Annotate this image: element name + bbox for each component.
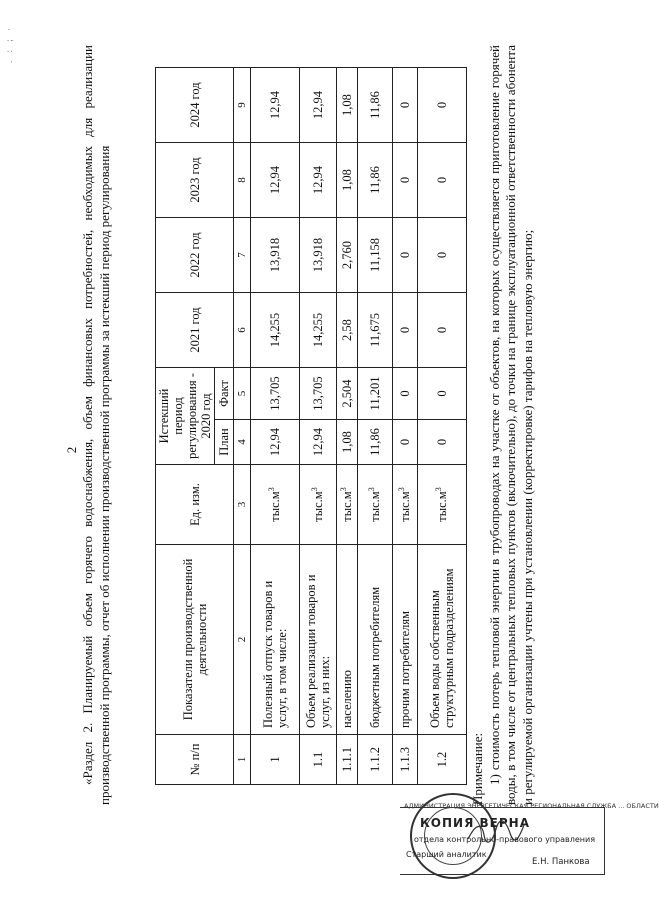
unit-power: 3 <box>309 487 319 492</box>
row-2022: 2,760 <box>337 218 358 293</box>
row-2024: 1,08 <box>337 68 358 143</box>
row-fact: 2,504 <box>337 368 358 420</box>
row-num: 1.1.3 <box>393 735 418 785</box>
column-number: 1 <box>234 735 251 785</box>
header-num: № п/п <box>156 735 234 785</box>
row-num: 1.1 <box>300 735 337 785</box>
row-2024: 11,86 <box>358 68 393 143</box>
stamp-department: отдела контрольно-правового управления <box>414 835 596 844</box>
row-indicator: прочим потребителям <box>393 545 418 735</box>
unit-power: 3 <box>433 487 443 492</box>
row-2022: 13,918 <box>251 218 300 293</box>
note-section <box>470 45 536 805</box>
header-fact: Факт <box>215 368 234 420</box>
row-2021: 14,255 <box>300 293 337 368</box>
row-indicator: Объем воды собственным структурным подразделениям <box>418 545 467 735</box>
row-2024: 0 <box>418 68 467 143</box>
header-unit: Ед. изм. <box>156 465 234 545</box>
stamp-person: Е.Н. Панкова <box>532 857 590 867</box>
row-num: 1.1.2 <box>358 735 393 785</box>
column-number: 8 <box>234 143 251 218</box>
page-number: 2 <box>64 446 79 454</box>
table-header-row <box>156 68 215 785</box>
header-2023: 2023 год <box>156 143 234 218</box>
row-2021: 0 <box>393 293 418 368</box>
table-row <box>358 68 393 785</box>
indicators-table <box>155 67 467 785</box>
row-num: 1.1.1 <box>337 735 358 785</box>
row-fact: 0 <box>393 368 418 420</box>
row-unit <box>393 465 418 545</box>
column-number: 4 <box>234 420 251 465</box>
table-row <box>393 68 418 785</box>
table-row <box>337 68 358 785</box>
header-plan: План <box>215 420 234 465</box>
stamp-organization: АДМИНИСТРАЦИЯ ЭНЕРГЕТИЧЕСКАЯ РЕГИОНАЛЬНАЯ СЛУЖБА ... ОБЛАСТИ <box>404 802 659 810</box>
table-row <box>418 68 467 785</box>
unit-text: тыс.м <box>268 491 282 522</box>
header-2022: 2022 год <box>156 218 234 293</box>
row-plan: 12,94 <box>300 420 337 465</box>
row-num: 1 <box>251 735 300 785</box>
row-2024: 0 <box>393 68 418 143</box>
row-plan: 0 <box>393 420 418 465</box>
unit-power: 3 <box>338 487 348 492</box>
row-plan: 1,08 <box>337 420 358 465</box>
column-number: 2 <box>234 545 251 735</box>
row-unit <box>418 465 467 545</box>
row-2022: 0 <box>418 218 467 293</box>
header-indicator: Показатели производственной деятельности <box>156 545 234 735</box>
unit-power: 3 <box>366 487 376 492</box>
column-number: 5 <box>234 368 251 420</box>
row-fact: 0 <box>418 368 467 420</box>
stamp-position: Старший аналитик <box>406 850 487 859</box>
row-indicator: бюджетным потребителям <box>358 545 393 735</box>
unit-text: тыс.м <box>435 491 449 522</box>
stamp-copy-label: КОПИЯ ВЕРНА <box>420 816 530 830</box>
table-row <box>251 68 300 785</box>
row-2022: 11,158 <box>358 218 393 293</box>
row-unit <box>358 465 393 545</box>
row-2023: 0 <box>418 143 467 218</box>
column-number: 9 <box>234 68 251 143</box>
row-indicator: Объем реализации товаров и услуг, из них: <box>300 545 337 735</box>
row-2023: 1,08 <box>337 143 358 218</box>
row-2021: 11,675 <box>358 293 393 368</box>
row-fact: 13,705 <box>251 368 300 420</box>
row-num: 1.2 <box>418 735 467 785</box>
note-item: 1) стоимость потерь тепловой энергии в трубопроводах на участке от объектов, на которых осуществляется приготовление горячей воды, в том числе от центральных тепловых пунктов (включительно), до точки на границе эксплуатационной ответственности абонента и регулируемой организации учтены при установлении (корректировке) тарифов на тепловую энергию; <box>486 45 535 805</box>
row-fact: 11,201 <box>358 368 393 420</box>
header-2021: 2021 год <box>156 293 234 368</box>
row-indicator: Полезный отпуск товаров и услуг, в том числе: <box>251 545 300 735</box>
unit-text: тыс.м <box>368 491 382 522</box>
column-number-row <box>234 68 251 785</box>
unit-text: тыс.м <box>340 491 354 522</box>
row-2022: 0 <box>393 218 418 293</box>
row-unit <box>300 465 337 545</box>
row-2024: 12,94 <box>300 68 337 143</box>
unit-power: 3 <box>266 487 276 492</box>
row-2022: 13,918 <box>300 218 337 293</box>
unit-power: 3 <box>396 487 406 492</box>
column-number: 6 <box>234 293 251 368</box>
row-fact: 13,705 <box>300 368 337 420</box>
unit-text: тыс.м <box>398 491 412 522</box>
row-2021: 0 <box>418 293 467 368</box>
row-plan: 12,94 <box>251 420 300 465</box>
unit-text: тыс.м <box>311 491 325 522</box>
certification-stamp <box>400 795 659 875</box>
row-2021: 14,255 <box>251 293 300 368</box>
row-2023: 12,94 <box>300 143 337 218</box>
row-unit <box>337 465 358 545</box>
row-2023: 0 <box>393 143 418 218</box>
header-past-period: Истекший период регулирования - 2020 год <box>156 368 215 465</box>
note-title: Примечание: <box>470 732 485 805</box>
row-indicator: населению <box>337 545 358 735</box>
scan-marks: . : ; · <box>4 25 14 63</box>
row-plan: 11,86 <box>358 420 393 465</box>
column-number: 7 <box>234 218 251 293</box>
table-row <box>300 68 337 785</box>
column-number: 3 <box>234 465 251 545</box>
row-2023: 12,94 <box>251 143 300 218</box>
row-2024: 12,94 <box>251 68 300 143</box>
row-2023: 11,86 <box>358 143 393 218</box>
row-plan: 0 <box>418 420 467 465</box>
header-2024: 2024 год <box>156 68 234 143</box>
section-intro: «Раздел 2. Планируемый объем горячего водоснабжения, объем финансовых потребностей, необходимых для реализации производственной программы, отчет об исполнении производственной программы за истекший период регулирования <box>80 45 112 805</box>
row-2021: 2,58 <box>337 293 358 368</box>
row-unit <box>251 465 300 545</box>
